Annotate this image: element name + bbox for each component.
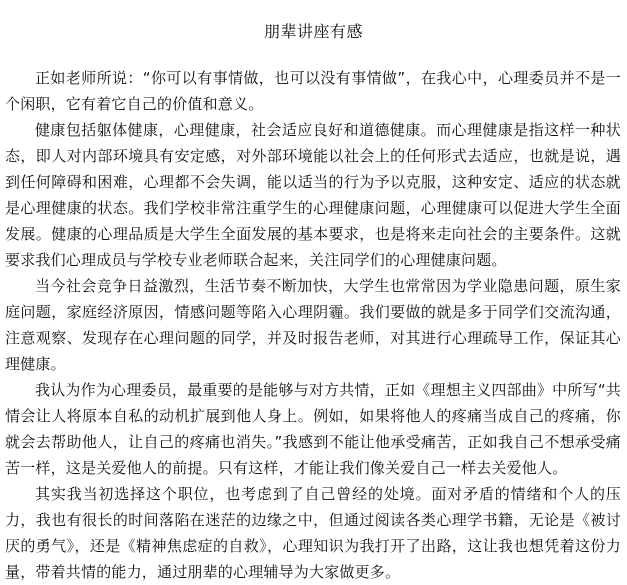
paragraph-5: 其实我当初选择这个职位，也考虑到了自己曾经的处境。面对矛盾的情绪和个人的压力，我也有很长的时间落陷在迷茫的边缘之中，但通过阅读各类心理学书籍，无论是《被讨厌的勇气》，还是《精神焦虑症的自救》，心理知识为我打开了出路，这让我也想凭着这份力量，带着共情的能力，通过朋辈的心理辅导为大家做更多。 <box>5 485 621 581</box>
document-body <box>5 65 621 585</box>
paragraph-2: 健康包括躯体健康，心理健康，社会适应良好和道德健康。而心理健康是指这样一种状态，即人对内部环境具有安定感，对外部环境能以社会上的任何形式去适应，也就是说，遇到任何障碍和困难，心理都不会失调，能以适当的行为予以克服，这种安定、适应的状态就是心理健康的状态。我们学校非常注重学生的心理健康问题，心理健康可以促进大学生全面发展。健康的心理品质是大学生全面发展的基本要求，也是将来走向社会的主要条件。这就要求我们心理成员与学校专业老师联合起来，关注同学们的心理健康问题。 <box>5 121 621 269</box>
paragraph-3: 当今社会竞争日益激烈，生活节奏不断加快，大学生也常常因为学业隐患问题，原生家庭问题，家庭经济原因，情感问题等陷入心理阴霾。我们要做的就是多于同学们交流沟通，注意观察、发现存在心理问题的同学，并及时报告老师，对其进行心理疏导工作，保证其心理健康。 <box>5 277 621 373</box>
document-title: 朋辈讲座有感 <box>263 22 363 41</box>
paragraph-1: 正如老师所说：“你可以有事情做，也可以没有事情做”，在我心中，心理委员并不是一个闲职，它有着它自己的价值和意义。 <box>5 69 621 113</box>
paragraph-4: 我认为作为心理委员，最重要的是能够与对方共情，正如《理想主义四部曲》中所写“共情会让人将原本自私的动机扩展到他人身上。例如，如果将他人的疼痛当成自己的疼痛，你就会去帮助他人，让自己的疼痛也消失。”我感到不能让他承受痛苦，正如我自己不想承受痛苦一样，这是关爱他人的前提。只有这样，才能让我们像关爱自己一样去关爱他人。 <box>5 381 621 477</box>
